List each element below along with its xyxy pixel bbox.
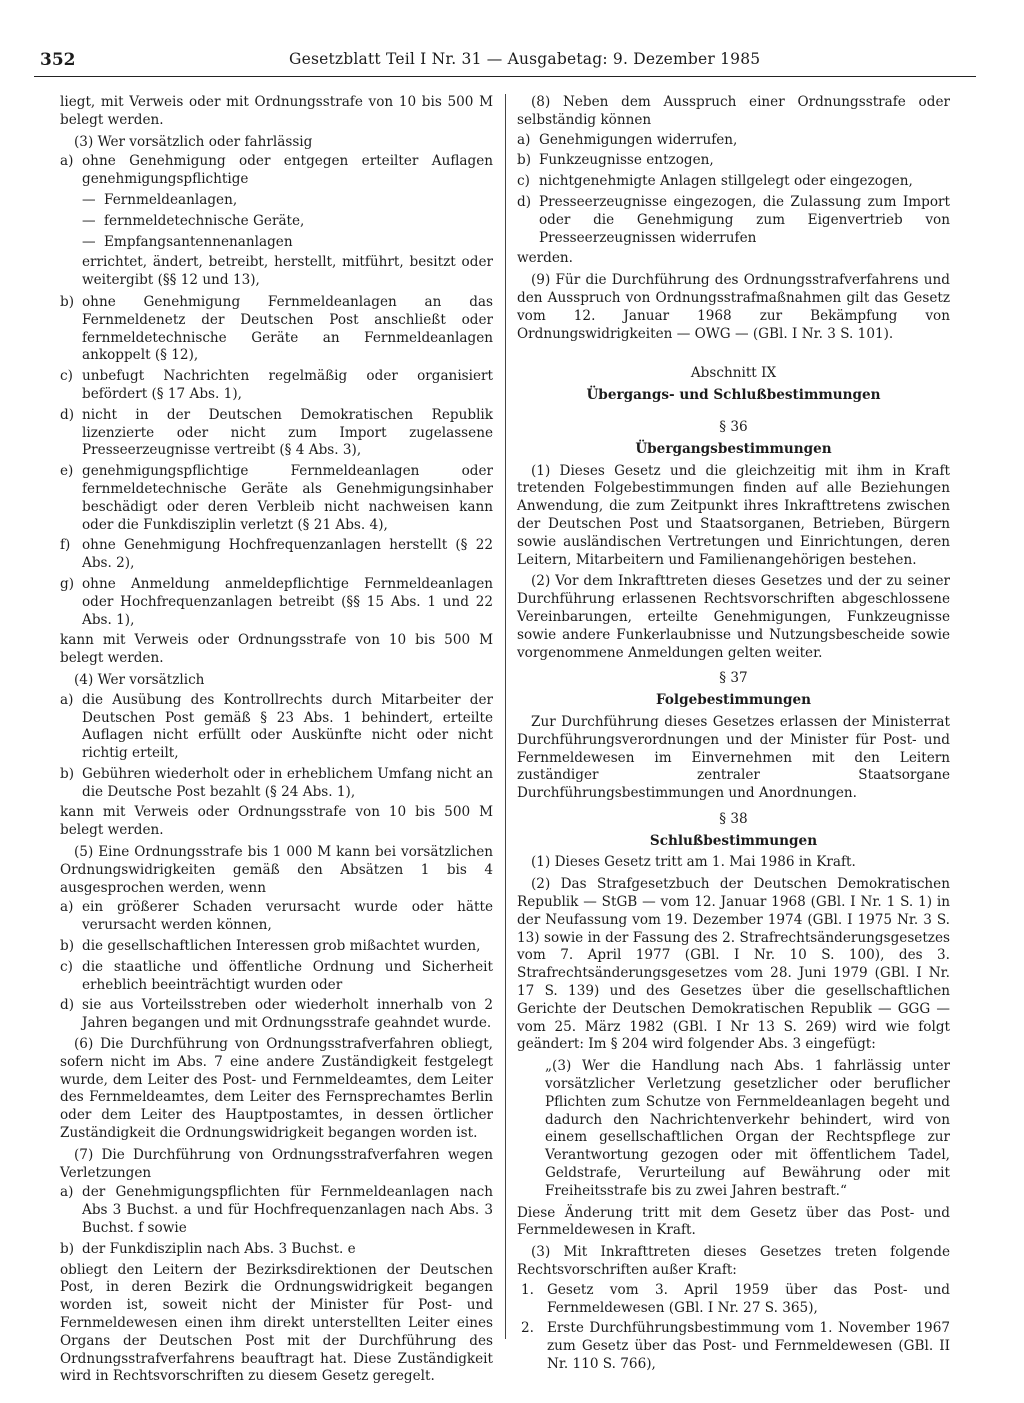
list-item: a) ohne Genehmigung oder entgegen erteilter Auflagen genehmigungspflichtige xyxy=(60,153,493,188)
list-item-continuation: errichtet, ändert, betreibt, herstellt, mitführt, besitzt oder weitergibt (§§ 12 und 13), xyxy=(82,254,493,289)
paragraph-title: Übergangsbestimmungen xyxy=(635,440,832,457)
list-item: b) ohne Genehmigung Fernmeldeanlagen an das Fernmeldenetz der Deutschen Post anschließt oder fernmeldetechnische Geräte an Fernmeldeanlagen ankoppelt (§ 12), xyxy=(60,293,493,364)
list-item: b) Funkzeugnisse entzogen, xyxy=(517,152,714,169)
paragraph: (2) Vor dem Inkrafttreten dieses Gesetzes und der zu seiner Durchführung erlassenen Rechtsvorschriften abgeschlossene Vereinbarungen, erteilte Genehmigungen, Funkzeugnisse sowie andere Funkerlaubnisse und Nutzungsbescheide sowie vorgenommene Anmeldungen gelten weiter. xyxy=(517,573,950,661)
dash-item: — Fernmeldeanlagen, xyxy=(82,191,238,208)
paragraph-7-intro: (7) Die Durchführung von Ordnungsstrafverfahren wegen Verletzungen xyxy=(60,1146,493,1181)
paragraph-number: § 38 xyxy=(719,810,748,827)
list-item: d) Presseerzeugnisse eingezogen, die Zulassung zum Import oder die Genehmigung zum Eigenvertrieb von Presseerzeugnissen widerrufen xyxy=(517,193,950,246)
section-title: Übergangs- und Schlußbestimmungen xyxy=(586,387,881,404)
section-label: Abschnitt IX xyxy=(690,365,777,382)
paragraph: (1) Dieses Gesetz und die gleichzeitig mit ihm in Kraft tretenden Folgebestimmungen finden auf alle Beziehungen Anwendung, die zum Zeitpunkt ihres Inkrafttretens zwischen der Deutschen Post und Staatsorganen, Betrieben, Bürgern sowie ausländischen Vertretungen und Einrichtungen, deren Leitern, Mitarbeitern und Familienangehörigen bestehen. xyxy=(517,462,950,568)
list-item: c) die staatliche und öffentliche Ordnung und Sicherheit erheblich beeinträchtigt wurden oder xyxy=(60,958,493,993)
paragraph-5-intro: (5) Eine Ordnungsstrafe bis 1 000 M kann bei vorsätzlichen Ordnungswidrigkeiten gemäß den Absätzen 1 bis 4 ausgesprochen werden, wenn xyxy=(60,844,493,896)
page-number: 352 xyxy=(40,50,76,70)
paragraph: obliegt den Leitern der Bezirksdirektionen der Deutschen Post, in deren Bezirk die Ordnungswidrigkeit begangen worden ist, soweit nicht der Minister für Post- und Fernmeldewesen einen ihm direkt unterstellten Leiter eines Organs der Deutschen Post mit der Durchführung des Ordnungsstrafverfahrens beauftragt hat. Diese Zuständigkeit wird in Rechtsvorschriften zu diesem Gesetz geregelt. xyxy=(60,1261,493,1385)
list-item: d) sie aus Vorteilsstreben oder wiederholt innerhalb von 2 Jahren begangen und mit Ordnungsstrafe geahndet wurde. xyxy=(60,997,493,1032)
dash-item: — fernmeldetechnische Geräte, xyxy=(82,212,305,229)
list-item: d) nicht in der Deutschen Demokratischen Republik lizenzierte oder nicht zum Import zugelassene Presseerzeugnisse vertreibt (§ 4 Abs. 3), xyxy=(60,406,493,459)
paragraph-8-intro: (8) Neben dem Ausspruch einer Ordnungsstrafe oder selbständig können xyxy=(517,94,950,128)
paragraph: werden. xyxy=(517,250,574,267)
paragraph-title: Schlußbestimmungen xyxy=(649,832,818,849)
header-title: Gesetzblatt Teil I Nr. 31 — Ausgabetag: 9. Dezember 1985 xyxy=(289,50,761,68)
list-item: b) Gebühren wiederholt oder in erheblichem Umfang nicht an die Deutsche Post bezahlt (§ 24 Abs. 1), xyxy=(60,765,493,800)
paragraph-9: (9) Für die Durchführung des Ordnungsstrafverfahrens und den Ausspruch von Ordnungsstrafmaßnahmen gilt das Gesetz vom 12. Januar 1968 zur Bekämpfung von Ordnungswidrigkeiten — OWG — (GBl. I Nr. 3 S. 101). xyxy=(517,272,950,342)
list-item: a) die Ausübung des Kontrollrechts durch Mitarbeiter der Deutschen Post gemäß § 23 Abs. 1 behindert, erteilte Auflagen nicht erfüllt oder Auskünfte nicht oder nicht richtig erteilt, xyxy=(60,691,493,762)
paragraph: (3) Mit Inkrafttreten dieses Gesetzes treten folgende Rechtsvorschriften außer Kraft: xyxy=(517,1244,950,1279)
paragraph: (2) Das Strafgesetzbuch der Deutschen Demokratischen Republik — StGB — vom 12. Januar 1968 (GBl. I Nr. 1 S. 1) in der Neufassung vom 19. Dezember 1974 (GBl. I 1975 Nr. 3 S. 13) sowie in der Fassung des 2. Strafrechtsänderungsgesetzes vom 7. April 1977 (GBl. I Nr. 10 S. 100), des 3. Strafrechtsänderungsgesetzes vom 28. Juni 1979 (GBl. I Nr. 17 S. 139) und des Gesetzes über die gesellschaftlichen Gerichte der Deutschen Demokratischen Republik — GGG — vom 25. März 1982 (GBl. I Nr 13 S. 269) wird wie folgt geändert: Im § 204 wird folgender Abs. 3 eingefügt: xyxy=(517,876,950,1053)
list-item: g) ohne Anmeldung anmeldepflichtige Fernmeldeanlagen oder Hochfrequenzanlagen betreibt (§§ 15 Abs. 1 und 22 Abs. 1), xyxy=(60,575,493,628)
dash-item: — Empfangsantennenanlagen xyxy=(82,233,293,250)
paragraph-number: § 36 xyxy=(719,418,748,435)
list-item: a) der Genehmigungspflichten für Fernmeldeanlagen nach Abs 3 Buchst. a und für Hochfrequenzanlagen nach Abs. 3 Buchst. f sowie xyxy=(60,1184,493,1237)
paragraph: kann mit Verweis oder Ordnungsstrafe von 10 bis 500 M belegt werden. xyxy=(60,632,493,667)
list-item: c) nichtgenehmigte Anlagen stillgelegt oder eingezogen, xyxy=(517,173,913,190)
left-column xyxy=(60,94,493,1390)
right-column xyxy=(517,94,950,1377)
column-divider xyxy=(505,94,506,1339)
list-item: b) die gesellschaftlichen Interessen grob mißachtet wurden, xyxy=(60,938,481,955)
list-item: 2. Erste Durchführungsbestimmung vom 1. November 1967 zum Gesetz über das Post- und Fernmeldewesen (GBl. II Nr. 110 S. 766), xyxy=(521,1320,950,1372)
paragraph: Zur Durchführung dieses Gesetzes erlassen der Ministerrat Durchführungsverordnungen und der Minister für Post- und Fernmeldewesen im Einvernehmen mit den Leitern zuständiger zentraler Staatsorgane Durchführungsbestimmungen und Anordnungen. xyxy=(517,713,950,802)
paragraph: liegt, mit Verweis oder mit Ordnungsstrafe von 10 bis 500 M belegt werden. xyxy=(60,94,493,128)
list-item: f) ohne Genehmigung Hochfrequenzanlagen herstellt (§ 22 Abs. 2), xyxy=(60,537,493,572)
paragraph-4-intro: (4) Wer vorsätzlich xyxy=(74,671,205,688)
list-item: 1. Gesetz vom 3. April 1959 über das Post- und Fernmeldewesen (GBl. I Nr. 27 S. 365), xyxy=(521,1281,950,1316)
paragraph: (1) Dieses Gesetz tritt am 1. Mai 1986 in Kraft. xyxy=(531,854,856,871)
paragraph: kann mit Verweis oder Ordnungsstrafe von 10 bis 500 M belegt werden. xyxy=(60,804,493,839)
page-header xyxy=(34,50,761,76)
list-item: b) der Funkdisziplin nach Abs. 3 Buchst. e xyxy=(60,1240,356,1257)
paragraph-3-intro: (3) Wer vorsätzlich oder fahrlässig xyxy=(74,133,313,150)
paragraph: Diese Änderung tritt mit dem Gesetz über das Post- und Fernmeldewesen in Kraft. xyxy=(517,1204,950,1239)
paragraph-6: (6) Die Durchführung von Ordnungsstrafverfahren obliegt, sofern nicht im Abs. 7 eine andere Zuständigkeit festgelegt wurde, dem Leiter des Post- und Fernmeldeamtes, dem Leiter des Fernmeldeamtes, dem Leiter des Fernsprechamtes Berlin oder dem Leiter des Hauptpostamtes, in dessen örtlicher Zuständigkeit die Ordnungswidrigkeit begangen worden ist. xyxy=(60,1036,493,1142)
list-item: a) Genehmigungen widerrufen, xyxy=(517,131,738,148)
header-rule xyxy=(34,76,976,77)
paragraph-title: Folgebestimmungen xyxy=(655,692,812,709)
list-item: a) ein größerer Schaden verursacht wurde oder hätte verursacht werden können, xyxy=(60,899,493,934)
list-item: c) unbefugt Nachrichten regelmäßig oder organisiert befördert (§ 17 Abs. 1), xyxy=(60,368,493,402)
list-item: e) genehmigungspflichtige Fernmeldeanlagen oder fernmeldetechnische Geräte als Genehmigungsinhaber beschädigt oder deren Verbleib nicht nachweisen kann oder die Funkdisziplin verletzt (§ 21 Abs. 4), xyxy=(60,463,493,533)
paragraph-number: § 37 xyxy=(719,670,748,687)
quoted-amendment: „(3) Wer die Handlung nach Abs. 1 fahrlässig unter vorsätzlicher Verletzung gesetzlicher oder beruflicher Pflichten zum Schutze von Fernmeldeanlagen begeht und dadurch den Nachrichtenverkehr behindert, wird von einem gesellschaftlichen Organ der Rechtspflege zur Verantwortung gezogen oder mit öffentlichem Tadel, Geldstrafe, Verurteilung auf Bewährung oder mit Freiheitsstrafe bis zu zwei Jahren bestraft.“ xyxy=(545,1058,950,1199)
